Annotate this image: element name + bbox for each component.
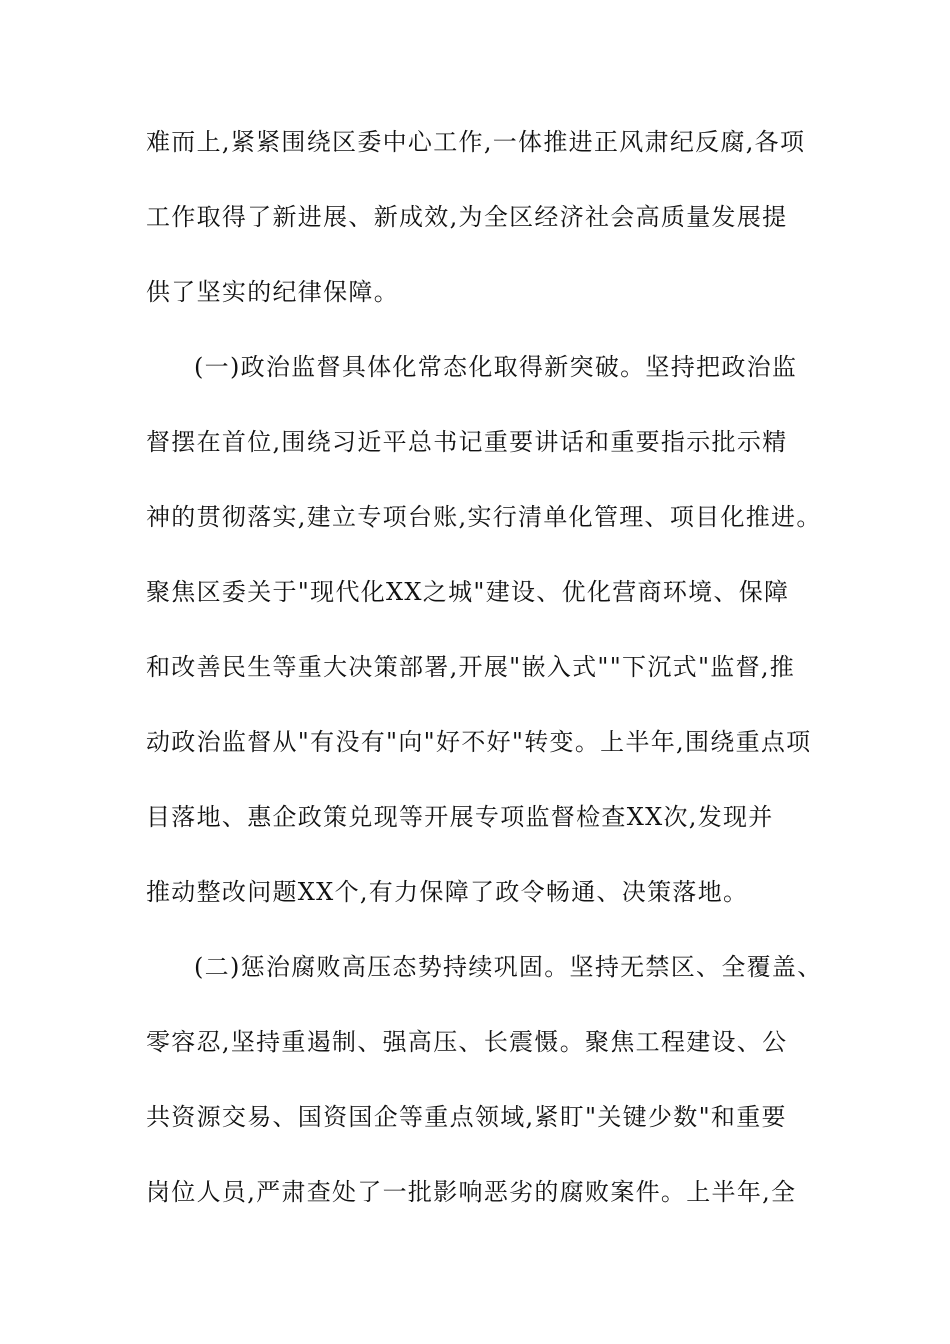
paragraph-line: 神的贯彻落实,建立专项台账,实行清单化管理、项目化推进。 (146, 503, 822, 531)
section-heading-line: (二)惩治腐败高压态势持续巩固。坚持无禁区、全覆盖、 (194, 953, 823, 981)
paragraph-line: 供了坚实的纪律保障。 (146, 278, 399, 306)
paragraph-line: 工作取得了新进展、新成效,为全区经济社会高质量发展提 (146, 203, 788, 231)
paragraph-line: 动政治监督从"有没有"向"好不好"转变。上半年,围绕重点项 (146, 728, 812, 756)
paragraph-line: 聚焦区委关于"现代化XX之城"建设、优化营商环境、保障 (146, 578, 790, 606)
paragraph-line: 目落地、惠企政策兑现等开展专项监督检查XX次,发现并 (146, 803, 774, 831)
paragraph-line: 难而上,紧紧围绕区委中心工作,一体推进正风肃纪反腐,各项 (146, 128, 806, 156)
section-heading-line: (一)政治监督具体化常态化取得新突破。坚持把政治监 (194, 353, 798, 381)
paragraph-line: 零容忍,坚持重遏制、强高压、长震慑。聚焦工程建设、公 (146, 1028, 788, 1056)
paragraph-line: 和改善民生等重大决策部署,开展"嵌入式""下沉式"监督,推 (146, 653, 796, 681)
paragraph-line: 推动整改问题XX个,有力保障了政令畅通、决策落地。 (146, 878, 749, 906)
paragraph-line: 岗位人员,严肃查处了一批影响恶劣的腐败案件。上半年,全 (146, 1178, 797, 1206)
paragraph-line: 共资源交易、国资国企等重点领域,紧盯"关键少数"和重要 (146, 1103, 787, 1131)
paragraph-line: 督摆在首位,围绕习近平总书记重要讲话和重要指示批示精 (146, 428, 788, 456)
